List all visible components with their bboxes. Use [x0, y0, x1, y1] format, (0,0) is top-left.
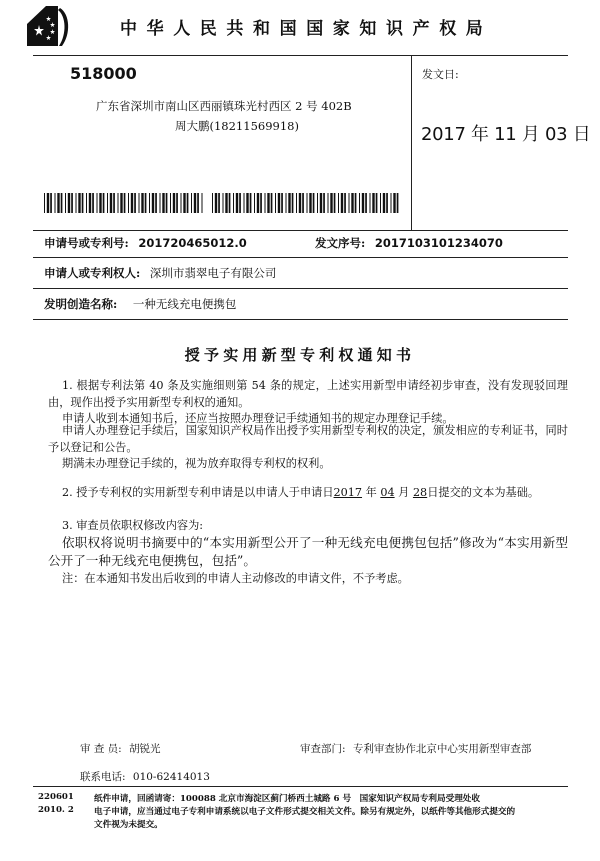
p5-prefix: 2. 授予专利权的实用新型专利申请是以申请人于申请日: [62, 486, 334, 499]
barcode-bar: [139, 193, 140, 213]
barcode-bar: [296, 193, 297, 213]
p5-suffix: 日提交的文本为基础。: [427, 486, 540, 499]
barcode-bar: [265, 193, 266, 213]
recipient-address: 广东省深圳市南山区西丽镇珠光村西区 2 号 402B: [96, 99, 352, 113]
footer-note-3: 文件视为未提交。: [94, 820, 163, 830]
barcode-bar: [376, 193, 378, 213]
notice-title: 授予实用新型专利权通知书: [184, 346, 416, 364]
barcode-bar: [71, 193, 73, 213]
rule-3: [33, 319, 568, 320]
barcode-bar: [299, 193, 301, 213]
cnipa-logo-icon: [24, 4, 74, 48]
barcode-bar: [183, 193, 185, 213]
barcode-bar: [118, 193, 119, 213]
barcode-bar: [141, 193, 143, 213]
department-row: [300, 741, 531, 756]
paragraph-7: 依职权将说明书摘要中的“本实用新型公开了一种无线充电便携包包括”修改为“本实用新型公开了一种无线充电便携包，包括”。: [48, 535, 568, 568]
phone-label: 联系电话:: [80, 771, 126, 783]
applicant-label: 申请人或专利权人:: [44, 266, 141, 280]
paragraph-2: 申请人收到本通知书后，还应当按照办理登记手续通知书的规定办理登记手续。: [62, 412, 454, 425]
p5-month: 04: [380, 486, 395, 499]
send-date-label: 发文日:: [422, 68, 459, 81]
barcode-bar: [351, 193, 353, 213]
barcode-bar: [323, 193, 325, 213]
barcode-bar: [44, 193, 45, 213]
serial-number-label: 发文序号:: [315, 236, 366, 250]
rule-2: [33, 288, 568, 289]
barcode-bar: [246, 193, 248, 213]
barcode-bar: [317, 193, 318, 213]
barcode-bar: [223, 193, 224, 213]
barcode-bar: [307, 193, 308, 213]
footer-note-2: 电子申请，应当通过电子专利申请系统以电子文件形式提交相关文件。除另有规定外，以纸件等其他形式提交的: [94, 807, 516, 817]
barcode-bar: [162, 193, 164, 213]
barcode-bar: [236, 193, 238, 213]
barcode-bar: [239, 193, 241, 213]
barcode-bar: [202, 193, 203, 213]
application-number: 201720465012.0: [138, 236, 247, 250]
barcode-bar: [320, 193, 322, 213]
top-rule: [33, 55, 568, 56]
barcode-bar: [110, 193, 112, 213]
barcode-bar: [260, 193, 262, 213]
p5-month-unit: 月: [398, 486, 410, 499]
paragraph-6: 3. 审查员依职权修改内容为:: [62, 519, 204, 532]
barcode-bar: [341, 193, 343, 213]
barcode-bar: [92, 193, 94, 213]
rule-after-header: [33, 230, 568, 231]
barcode-bar: [313, 193, 315, 213]
footer-rule: [33, 786, 568, 787]
barcode-bar: [76, 193, 77, 213]
barcode-bar: [173, 193, 175, 213]
footer-note-1: 纸件申请，回函请寄：100088 北京市海淀区蓟门桥西土城路 6 号 国家知识产权局专利局受理处收: [94, 794, 480, 804]
barcode-bar: [383, 193, 385, 213]
barcode-bar: [267, 193, 269, 213]
barcode-bar: [362, 193, 364, 213]
barcode-bar: [257, 193, 259, 213]
barcode-bar: [218, 193, 220, 213]
barcode-bar: [286, 193, 287, 213]
barcode-bar: [215, 193, 217, 213]
barcode-bar: [254, 193, 255, 213]
barcode-bar: [120, 193, 122, 213]
barcode-bar: [176, 193, 178, 213]
barcode-bar: [103, 193, 105, 213]
barcode-bar: [68, 193, 70, 213]
barcode-bar: [393, 193, 395, 213]
barcode-bar: [160, 193, 161, 213]
barcode-bar: [187, 193, 189, 213]
barcode-bar: [191, 193, 192, 213]
barcode-bar: [288, 193, 290, 213]
barcode-bar: [359, 193, 360, 213]
barcode-bar: [250, 193, 252, 213]
barcode-bar: [309, 193, 311, 213]
barcode-bar: [292, 193, 294, 213]
send-date: 2017 年 11 月 03 日: [421, 124, 591, 145]
barcode-bar: [302, 193, 304, 213]
phone-number: 010-62414013: [132, 771, 210, 783]
p5-year: 2017: [333, 486, 363, 499]
form-code: 220601: [38, 792, 74, 802]
barcode-bar: [225, 193, 227, 213]
barcode-bar: [97, 193, 98, 213]
barcode-bar: [89, 193, 91, 213]
barcode-bar: [113, 193, 115, 213]
barcode-bar: [50, 193, 52, 213]
applicant-row: [44, 265, 276, 281]
postcode: 518000: [70, 64, 137, 83]
barcode-bar: [365, 193, 367, 213]
barcode-bar: [330, 193, 332, 213]
barcode-left: [44, 193, 204, 213]
barcode-bar: [65, 193, 66, 213]
barcode-bar: [134, 193, 136, 213]
barcode-bar: [47, 193, 49, 213]
barcode-bar: [212, 193, 213, 213]
barcode-bar: [334, 193, 336, 213]
barcode-bar: [275, 193, 276, 213]
application-number-label: 申请号或专利号:: [44, 236, 129, 250]
barcode-bar: [149, 193, 150, 213]
application-number-row: [44, 235, 247, 251]
barcode-bar: [128, 193, 129, 213]
paragraph-4: 期满未办理登记手续的，视为放弃取得专利权的权利。: [62, 457, 331, 470]
serial-number-row: [315, 235, 503, 251]
barcode-bar: [99, 193, 101, 213]
barcode-bar: [397, 193, 399, 213]
barcode-bar: [55, 193, 56, 213]
barcode-bar: [61, 193, 63, 213]
barcode-bar: [86, 193, 87, 213]
barcode-bar: [370, 193, 371, 213]
p5-day: 28: [412, 486, 428, 499]
rule-1: [33, 257, 568, 258]
invention-title-row: [44, 296, 236, 312]
examiner-row: [80, 741, 161, 756]
barcode-bar: [229, 193, 231, 213]
serial-number: 2017103101234070: [374, 236, 503, 250]
examiner-name: 胡锐光: [129, 743, 161, 755]
barcode-bar: [281, 193, 283, 213]
paragraph-5: [48, 485, 568, 502]
paragraph-8: 注：在本通知书发出后收到的申请人主动修改的申请文件，不予考虑。: [62, 572, 409, 585]
department-label: 审查部门:: [300, 743, 346, 755]
recipient-name-phone: 周大鹏(18211569918): [175, 119, 299, 133]
barcode-bar: [107, 193, 108, 213]
invention-title: 一种无线充电便携包: [132, 297, 237, 311]
paragraph-1: 1. 根据专利法第 40 条及实施细则第 54 条的规定，上述实用新型申请经初步审查，没有发现驳回理由，现作出授予实用新型专利权的通知。: [48, 379, 568, 409]
barcode-bar: [197, 193, 199, 213]
examiner-label: 审 查 员:: [80, 743, 122, 755]
barcode-bar: [194, 193, 196, 213]
header-title: 中华人民共和国国家知识产权局: [120, 19, 493, 39]
barcode-bar: [233, 193, 234, 213]
department-name: 专利审查协作北京中心实用新型审查部: [352, 743, 532, 755]
barcode-bar: [181, 193, 182, 213]
barcode-bar: [57, 193, 59, 213]
phone-row: [80, 769, 210, 784]
barcode-bar: [344, 193, 346, 213]
barcode-bar: [355, 193, 357, 213]
barcode-bar: [155, 193, 157, 213]
barcode-bar: [152, 193, 154, 213]
form-date: 2010. 2: [38, 805, 74, 815]
barcode-right: [212, 193, 402, 213]
barcode-bar: [372, 193, 374, 213]
paragraph-3: 申请人办理登记手续后，国家知识产权局作出授予实用新型专利权的决定，颁发相应的专利证书，同时予以登记和公告。: [48, 424, 568, 454]
barcode-bar: [328, 193, 329, 213]
barcode-bar: [338, 193, 339, 213]
barcode-bar: [271, 193, 273, 213]
barcode-bar: [82, 193, 84, 213]
p5-year-unit: 年: [365, 486, 377, 499]
barcode-bar: [166, 193, 168, 213]
barcode-bar: [145, 193, 147, 213]
barcode-bar: [170, 193, 171, 213]
barcode-bar: [244, 193, 245, 213]
barcode-bar: [131, 193, 133, 213]
barcode-bar: [78, 193, 80, 213]
header-divider: [411, 55, 412, 230]
barcode-bar: [349, 193, 350, 213]
barcode-bar: [278, 193, 280, 213]
applicant-name: 深圳市翡翠电子有限公司: [149, 266, 277, 280]
invention-title-label: 发明创造名称:: [44, 297, 118, 311]
barcode-bar: [391, 193, 392, 213]
barcode-bar: [124, 193, 126, 213]
barcode-bar: [386, 193, 388, 213]
barcode-bar: [380, 193, 381, 213]
